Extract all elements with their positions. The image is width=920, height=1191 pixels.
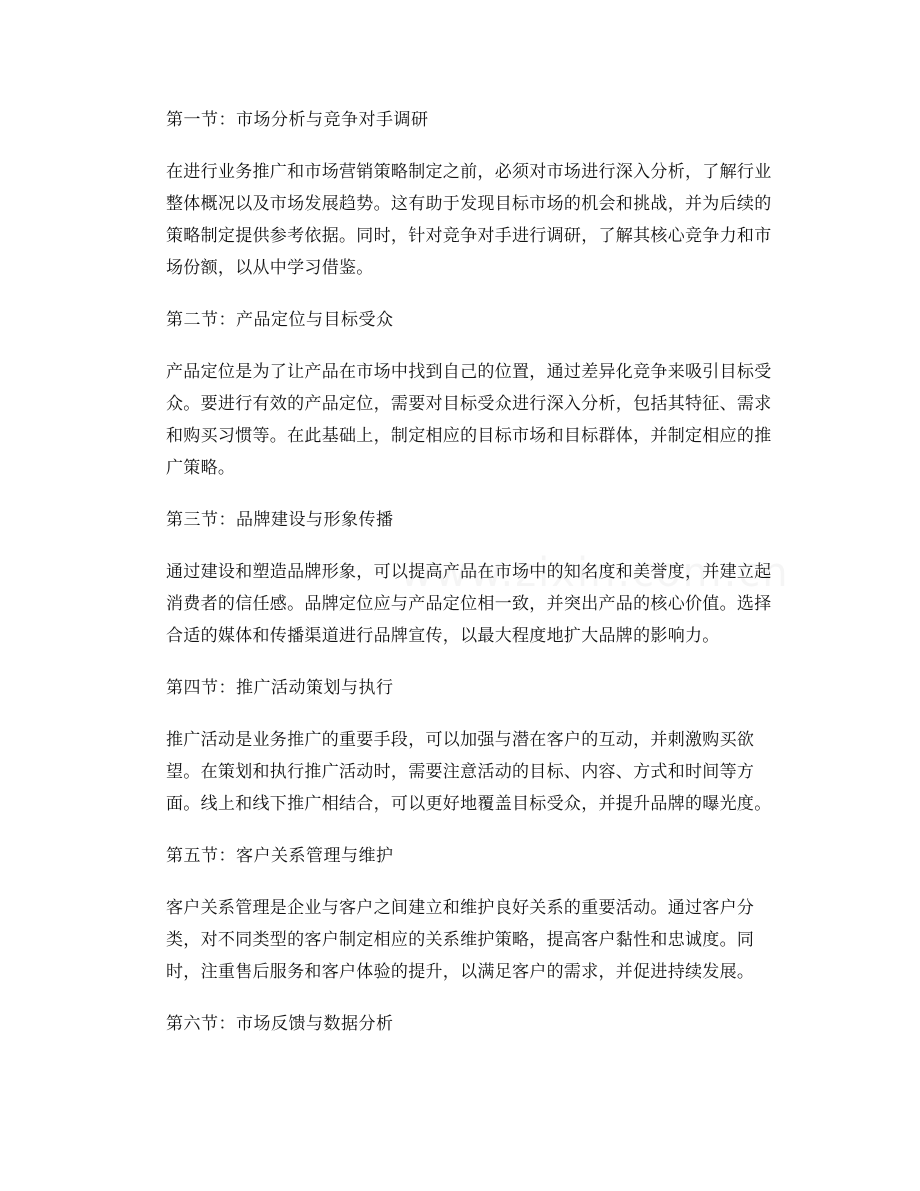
section-paragraph-1: 在进行业务推广和市场营销策略制定之前，必须对市场进行深入分析，了解行业整体概况以及市场发展趋势。这有助于发现目标市场的机会和挑战，并为后续的策略制定提供参考依据。同时，针对竞争对手进行调研，了解其核心竞争力和市场份额，以从中学习借鉴。: [166, 162, 772, 278]
section-paragraph-5: 客户关系管理是企业与客户之间建立和维护良好关系的重要活动。通过客户分类，对不同类型的客户制定相应的关系维护策略，提高客户黏性和忠诚度。同时，注重售后服务和客户体验的提升，以满足客户的需求，并促进持续发展。: [166, 898, 755, 982]
section-paragraph-2: 产品定位是为了让产品在市场中找到自己的位置，通过差异化竞争来吸引目标受众。要进行有效的产品定位，需要对目标受众进行深入分析，包括其特征、需求和购买习惯等。在此基础上，制定相应的目标市场和目标群体，并制定相应的推广策略。: [166, 362, 772, 478]
section-heading-4: 第四节：推广活动策划与执行: [166, 678, 394, 698]
section-heading-6: 第六节：市场反馈与数据分析: [166, 1014, 394, 1034]
document-content: [166, 104, 786, 1060]
section-heading-1: 第一节：市场分析与竞争对手调研: [166, 110, 429, 130]
section-paragraph-4: 推广活动是业务推广的重要手段，可以加强与潜在客户的互动，并刺激购买欲望。在策划和执行推广活动时，需要注意活动的目标、内容、方式和时间等方面。线上和线下推广相结合，可以更好地覆盖目标受众，并提升品牌的曝光度。: [166, 730, 772, 814]
section-paragraph-3: 通过建设和塑造品牌形象，可以提高产品在市场中的知名度和美誉度，并建立起消费者的信任感。品牌定位应与产品定位相一致，并突出产品的核心价值。选择合适的媒体和传播渠道进行品牌宣传，以最大程度地扩大品牌的影响力。: [166, 562, 772, 646]
section-heading-5: 第五节：客户关系管理与维护: [166, 846, 394, 866]
section-heading-2: 第二节：产品定位与目标受众: [166, 310, 394, 330]
section-heading-3: 第三节：品牌建设与形象传播: [166, 510, 394, 530]
